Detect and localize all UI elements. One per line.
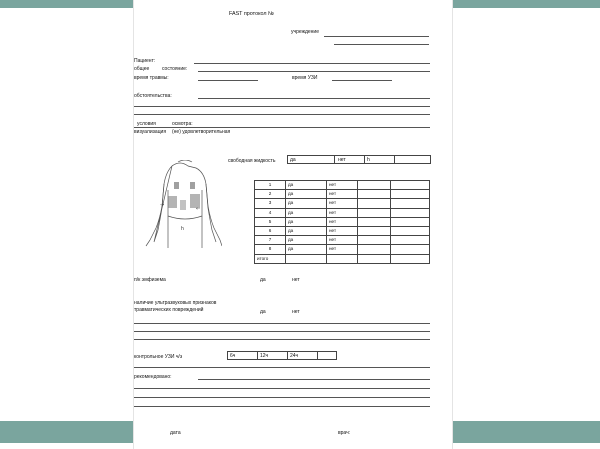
exam-conditions-line[interactable] <box>134 127 430 128</box>
control-divider-3 <box>317 351 318 360</box>
control-6h[interactable]: 6ч <box>230 353 236 359</box>
zone-extra-cell-2[interactable] <box>391 190 430 199</box>
trauma-no[interactable]: нет <box>292 309 300 315</box>
zone-extra-cell-1[interactable] <box>358 245 391 254</box>
condition-line[interactable] <box>198 71 430 72</box>
visualization-value: (не) удовлетворительная <box>172 129 231 135</box>
trauma-signs-label-1: наличие ультразвуковых признаков <box>134 300 217 306</box>
control-divider-2 <box>287 351 288 360</box>
trauma-line-1[interactable] <box>134 323 430 324</box>
doctor-label: врач: <box>338 430 351 436</box>
total-no-cell[interactable] <box>327 254 358 263</box>
zone-extra-cell-1[interactable] <box>358 190 391 199</box>
emphysema-label: п/к эмфизема <box>134 277 166 283</box>
zone-number: 7 <box>255 236 286 245</box>
free-fluid-divider-3 <box>394 155 395 164</box>
zone-extra-cell-2[interactable] <box>391 245 430 254</box>
total-row <box>255 254 430 263</box>
trauma-line-2[interactable] <box>134 331 430 332</box>
zone-row <box>255 181 430 190</box>
svg-text:h: h <box>181 226 184 232</box>
accent-bar-bottom-left <box>0 421 134 443</box>
circumstances-line-1[interactable] <box>198 98 430 99</box>
zone-extra-cell-2[interactable] <box>391 217 430 226</box>
injury-time-label: время травмы: <box>134 75 169 81</box>
zone-extra-cell-2[interactable] <box>391 208 430 217</box>
zone-number: 3 <box>255 199 286 208</box>
free-fluid-yes[interactable]: да <box>290 157 296 163</box>
zone-row <box>255 236 430 245</box>
form-title: FAST протокол № <box>229 11 274 17</box>
accent-bar-bottom-right <box>452 421 600 443</box>
body-diagram-icon <box>138 160 222 252</box>
zone-yes[interactable]: да <box>286 236 327 245</box>
zone-extra-cell-1[interactable] <box>358 226 391 235</box>
accent-bar-top-right <box>452 0 600 8</box>
free-fluid-box <box>287 155 431 164</box>
institution-label: учреждение <box>291 29 319 35</box>
zone-no[interactable]: нет <box>327 217 358 226</box>
free-fluid-divider-2 <box>364 155 365 164</box>
zone-row <box>255 199 430 208</box>
institution-line-1[interactable] <box>324 36 429 37</box>
recommended-label: рекомендовано: <box>134 374 172 380</box>
zone-yes[interactable]: да <box>286 199 327 208</box>
zone-extra-cell-2[interactable] <box>391 199 430 208</box>
zone-yes[interactable]: да <box>286 217 327 226</box>
condition-label: состояние: <box>162 66 188 72</box>
ultrasound-time-line[interactable] <box>332 80 392 81</box>
zone-no[interactable]: нет <box>327 181 358 190</box>
conditions-label: условия <box>137 121 156 127</box>
accent-bar-top-left <box>0 0 134 8</box>
circumstances-line-3[interactable] <box>134 114 430 115</box>
ultrasound-time-label: время УЗИ <box>292 75 318 81</box>
zone-yes[interactable]: да <box>286 245 327 254</box>
total-yes-cell[interactable] <box>286 254 327 263</box>
zone-number: 8 <box>255 245 286 254</box>
zone-extra-cell-1[interactable] <box>358 236 391 245</box>
zone-no[interactable]: нет <box>327 245 358 254</box>
free-fluid-no[interactable]: нет <box>338 157 346 163</box>
date-label: дата <box>170 430 181 436</box>
svg-text:⇠: ⇠ <box>196 206 201 212</box>
zone-extra-cell-1[interactable] <box>358 217 391 226</box>
total-extra-cell-2[interactable] <box>391 254 430 263</box>
zone-extra-cell-2[interactable] <box>391 181 430 190</box>
trauma-signs-label-2: травматических повреждений <box>134 307 204 313</box>
zone-extra-cell-1[interactable] <box>358 208 391 217</box>
recommended-line-2[interactable] <box>134 388 430 389</box>
zone-no[interactable]: нет <box>327 190 358 199</box>
trauma-line-3[interactable] <box>134 339 430 340</box>
zone-number: 4 <box>255 208 286 217</box>
zone-yes[interactable]: да <box>286 190 327 199</box>
emphysema-yes[interactable]: да <box>260 277 266 283</box>
exam-label: осмотра: <box>172 121 193 127</box>
control-24h[interactable]: 24ч <box>290 353 299 359</box>
zone-yes[interactable]: да <box>286 181 327 190</box>
zone-yes[interactable]: да <box>286 226 327 235</box>
circumstances-label: обстоятельства: <box>134 93 172 99</box>
circumstances-line-2[interactable] <box>134 106 430 107</box>
injury-time-line[interactable] <box>198 80 258 81</box>
free-fluid-h[interactable]: h <box>367 157 370 163</box>
control-line[interactable] <box>134 367 430 368</box>
recommended-line-3[interactable] <box>134 397 430 398</box>
svg-text:⇢: ⇢ <box>160 202 165 208</box>
free-fluid-divider-1 <box>334 155 335 164</box>
zone-no[interactable]: нет <box>327 226 358 235</box>
total-extra-cell-1[interactable] <box>358 254 391 263</box>
zone-row <box>255 190 430 199</box>
protocol-sheet <box>134 0 452 449</box>
patient-line[interactable] <box>194 63 430 64</box>
emphysema-no[interactable]: нет <box>292 277 300 283</box>
institution-line-2[interactable] <box>334 44 429 45</box>
patient-label: Пациент: <box>134 58 156 64</box>
zone-number: 2 <box>255 190 286 199</box>
zone-number: 1 <box>255 181 286 190</box>
free-fluid-label: свободная жидкость <box>228 158 276 164</box>
zone-extra-cell-2[interactable] <box>391 236 430 245</box>
control-12h[interactable]: 12ч <box>260 353 269 359</box>
zone-no[interactable]: нет <box>327 236 358 245</box>
zone-extra-cell-2[interactable] <box>391 226 430 235</box>
visualization-label: визуализация <box>134 129 167 135</box>
zone-extra-cell-1[interactable] <box>358 181 391 190</box>
zone-number: 6 <box>255 226 286 235</box>
zone-row <box>255 245 430 254</box>
general-label: общее <box>134 66 150 72</box>
zone-no[interactable]: нет <box>327 199 358 208</box>
zone-number: 5 <box>255 217 286 226</box>
trauma-yes[interactable]: да <box>260 309 266 315</box>
zone-row <box>255 226 430 235</box>
zone-no[interactable]: нет <box>327 208 358 217</box>
recommended-line-1[interactable] <box>198 379 430 380</box>
zone-row <box>255 217 430 226</box>
zone-yes[interactable]: да <box>286 208 327 217</box>
zone-row <box>255 208 430 217</box>
zones-table <box>254 180 430 264</box>
control-label: контрольное УЗИ ч/з <box>134 354 183 360</box>
recommended-line-4[interactable] <box>134 406 430 407</box>
control-divider-1 <box>257 351 258 360</box>
control-box <box>227 351 337 360</box>
total-label: итого <box>255 254 286 263</box>
zone-extra-cell-1[interactable] <box>358 199 391 208</box>
